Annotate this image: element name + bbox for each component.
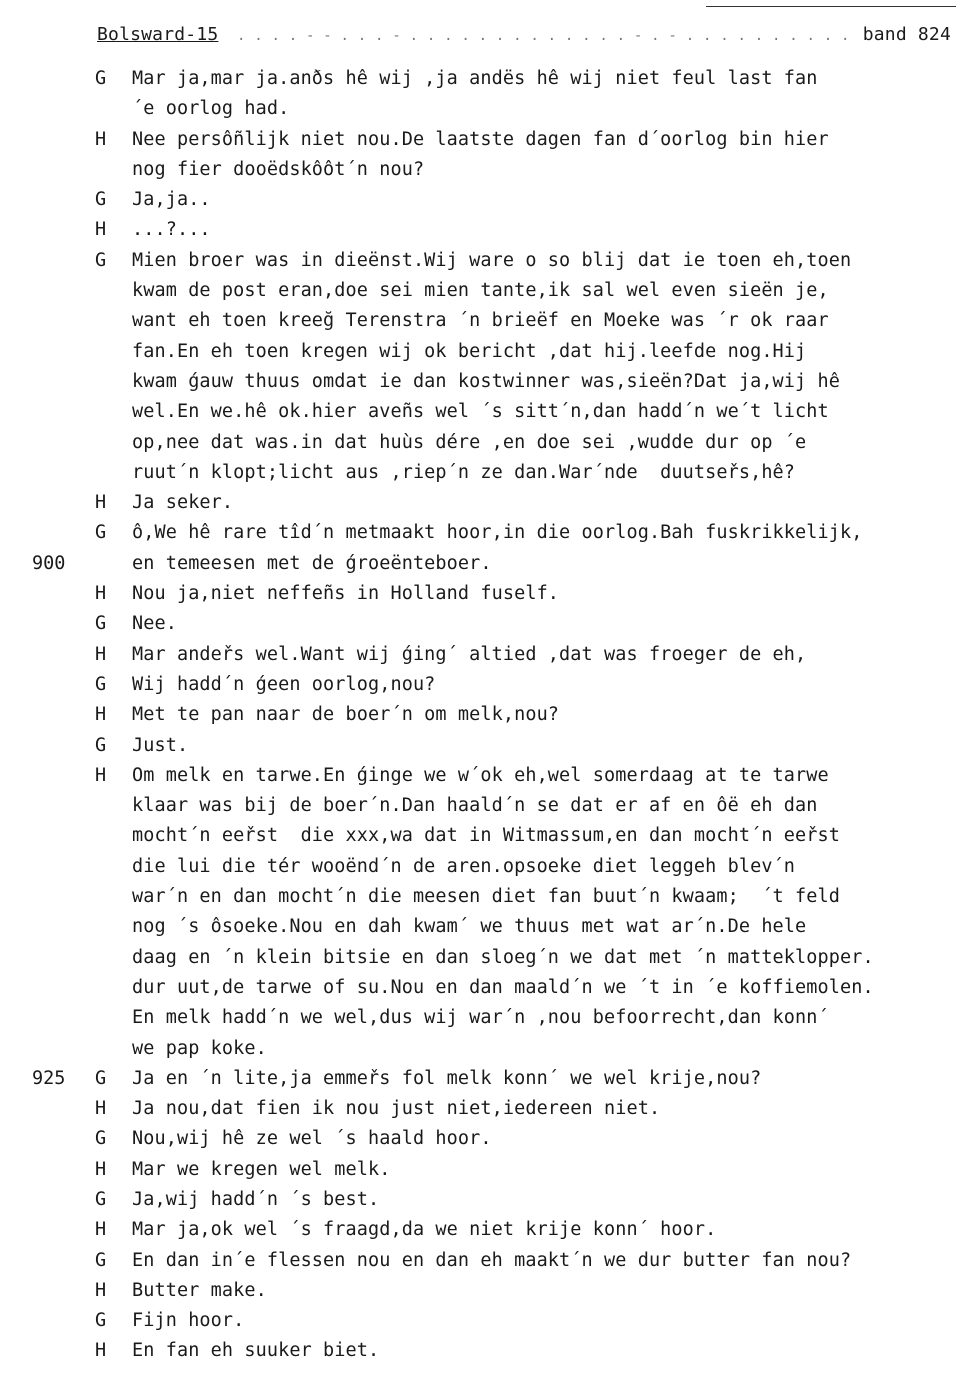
transcript-line [0, 882, 973, 912]
speaker-label: H [95, 764, 107, 786]
page-header [97, 24, 957, 52]
utterance-text: nog fier dooëdskôôt´n nou? [132, 158, 425, 180]
transcript-line [0, 1124, 973, 1154]
utterance-text: ô,We hê rare tîd´n metmaakt hoor,in die oorlog.Bah fuskrikkelijk, [132, 522, 863, 544]
speaker-label: G [95, 1188, 107, 1210]
utterance-text: Nee. [132, 613, 177, 635]
speaker-label: G [95, 613, 107, 635]
transcript-line [0, 821, 973, 851]
speaker-label: H [95, 1219, 107, 1241]
transcript-line [0, 1215, 973, 1245]
transcript-line [0, 700, 973, 730]
speaker-label: H [95, 492, 107, 514]
utterance-text: Ja nou,dat fien ik nou just niet,iedereen niet. [132, 1098, 661, 1120]
utterance-text: Ja,wij hadd´n ´s best. [132, 1188, 380, 1210]
utterance-text: die lui die tér wooënd´n de aren.opsoeke diet leggeh blev´n [132, 855, 796, 877]
speaker-label: H [95, 583, 107, 605]
transcript-line [0, 215, 973, 245]
top-rule [706, 6, 956, 7]
transcript-line [0, 518, 973, 548]
utterance-text: ruut´n klopt;licht aus ,riep´n ze dan.War´nde duutseřs,hê? [132, 461, 796, 483]
utterance-text: Mar andeřs wel.Want wij ǵing´ altied ,dat was froeger de eh, [132, 643, 807, 665]
utterance-text: want eh toen kreeğ Terenstra ´n brieëf en Moeke was ´r ok raar [132, 310, 829, 332]
utterance-text: kwam ǵauw thuus omdat ie dan kostwinner was,sieën?Dat ja,wij hê [132, 370, 840, 392]
transcript-line [0, 609, 973, 639]
header-leader: . . . . - - . . . - . . . . . . . . . . . . . - . - . . . . . . . . . . [237, 28, 850, 44]
utterance-text: daag en ´n klein bitsie en dan sloeg´n we dat met ´n matteklopper. [132, 946, 874, 968]
utterance-text: Mien broer was in dieënst.Wij ware o so blij dat ie toen eh,toen [132, 249, 852, 271]
utterance-text: Met te pan naar de boer´n om melk,nou? [132, 704, 560, 726]
utterance-text: Ja,ja.. [132, 189, 211, 211]
utterance-text: Wij hadd´n ǵeen oorlog,nou? [132, 673, 436, 695]
utterance-text: nog ´s ôsoeke.Nou en dah kwam´ we thuus met wat ar´n.De hele [132, 916, 807, 938]
band-number: band 824 [862, 24, 951, 45]
speaker-label: G [95, 1067, 107, 1089]
transcript-line [0, 640, 973, 670]
utterance-text: Fijn hoor. [132, 1310, 245, 1332]
speaker-label: G [95, 1249, 107, 1271]
transcript-line [0, 1064, 973, 1094]
utterance-text: Mar ja,ok wel ´s fraagd,da we niet krije konn´ hoor. [132, 1219, 717, 1241]
transcript-line [0, 761, 973, 791]
speaker-label: G [95, 68, 107, 89]
speaker-label: H [95, 128, 107, 150]
transcript-line [0, 1003, 973, 1033]
transcript-line [0, 125, 973, 155]
speaker-label: G [95, 1128, 107, 1150]
utterance-text: kwam de post eran,doe sei mien tante,ik sal wel even sieën je, [132, 280, 829, 302]
transcript-line [0, 943, 973, 973]
transcript-line [0, 337, 973, 367]
transcript-line [0, 1155, 973, 1185]
speaker-label: G [95, 522, 107, 544]
utterance-text: Mar we kregen wel melk. [132, 1158, 391, 1180]
utterance-text: Mar ja,mar ja.anðs hê wij ,ja andës hê wij niet feul last fan [132, 68, 818, 89]
speaker-label: G [95, 1310, 107, 1332]
transcript-line [0, 852, 973, 882]
transcript-line [0, 791, 973, 821]
transcript-line [0, 549, 973, 579]
transcript-body [0, 64, 973, 1367]
transcript-line [0, 488, 973, 518]
speaker-label: G [95, 734, 107, 756]
utterance-text: dur uut,de tarwe of su.Nou en dan maald´n we ´t in ´e koffiemolen. [132, 976, 874, 998]
utterance-text: wel.En we.hê ok.hier aveñs wel ´s sitt´n,dan hadd´n we´t licht [132, 401, 829, 423]
utterance-text: fan.En eh toen kregen wij ok bericht ,dat hij.leefde nog.Hij [132, 340, 807, 362]
speaker-label: H [95, 1098, 107, 1120]
speaker-label: H [95, 1279, 107, 1301]
transcript-line [0, 306, 973, 336]
transcript-line [0, 1246, 973, 1276]
transcript-line [0, 973, 973, 1003]
utterance-text: ...?... [132, 219, 211, 241]
utterance-text: Butter make. [132, 1279, 267, 1301]
speaker-label: G [95, 189, 107, 211]
line-number: 925 [32, 1067, 66, 1089]
transcript-line [0, 1336, 973, 1366]
speaker-label: G [95, 249, 107, 271]
transcript-line [0, 94, 973, 124]
utterance-text: Om melk en tarwe.En ǵinge we w´ok eh,wel somerdaag at te tarwe [132, 764, 829, 786]
transcript-line [0, 276, 973, 306]
utterance-text: en temeesen met de ǵroeënteboer. [132, 552, 492, 574]
line-number: 900 [32, 552, 66, 574]
utterance-text: war´n en dan mocht´n die meesen diet fan buut´n kwaam; ´t feld [132, 886, 840, 908]
transcript-line [0, 1306, 973, 1336]
transcript-line [0, 428, 973, 458]
speaker-label: H [95, 219, 107, 241]
utterance-text: we pap koke. [132, 1037, 267, 1059]
transcript-line [0, 731, 973, 761]
utterance-text: Nee persôñlijk niet nou.De laatste dagen fan d´oorlog bin hier [132, 128, 829, 150]
document-title: Bolsward-15 [97, 24, 219, 45]
utterance-text: mocht´n eeřst die xxx,wa dat in Witmassum,en dan mocht´n eeřst [132, 825, 840, 847]
transcript-line [0, 1276, 973, 1306]
transcript-line [0, 458, 973, 488]
utterance-text: Just. [132, 734, 189, 756]
utterance-text: Nou,wij hê ze wel ´s haald hoor. [132, 1128, 492, 1150]
transcript-line [0, 246, 973, 276]
transcript-line [0, 367, 973, 397]
speaker-label: H [95, 1340, 107, 1362]
utterance-text: Ja en ´n lite,ja emmeřs fol melk konn´ we wel krije,nou? [132, 1067, 762, 1089]
speaker-label: H [95, 643, 107, 665]
transcript-line [0, 185, 973, 215]
transcript-line [0, 397, 973, 427]
transcript-line [0, 1094, 973, 1124]
utterance-text: ´e oorlog had. [132, 98, 290, 120]
utterance-text: En dan in´e flessen nou en dan eh maakt´n we dur butter fan nou? [132, 1249, 852, 1271]
utterance-text: op,nee dat was.in dat huùs dére ,en doe sei ,wudde dur op ´e [132, 431, 807, 453]
transcript-line [0, 64, 973, 94]
utterance-text: Ja seker. [132, 492, 234, 514]
transcript-line [0, 155, 973, 185]
utterance-text: klaar was bij de boer´n.Dan haald´n se dat er af en ôë eh dan [132, 795, 818, 817]
speaker-label: G [95, 673, 107, 695]
speaker-label: H [95, 1158, 107, 1180]
transcript-line [0, 1185, 973, 1215]
transcript-line [0, 670, 973, 700]
utterance-text: En melk hadd´n we wel,dus wij war´n ,nou befoorrecht,dan konn´ [132, 1007, 829, 1029]
utterance-text: En fan eh suuker biet. [132, 1340, 380, 1362]
transcript-line [0, 579, 973, 609]
speaker-label: H [95, 704, 107, 726]
transcript-line [0, 912, 973, 942]
utterance-text: Nou ja,niet neffeñs in Holland fuself. [132, 583, 560, 605]
transcript-line [0, 1034, 973, 1064]
